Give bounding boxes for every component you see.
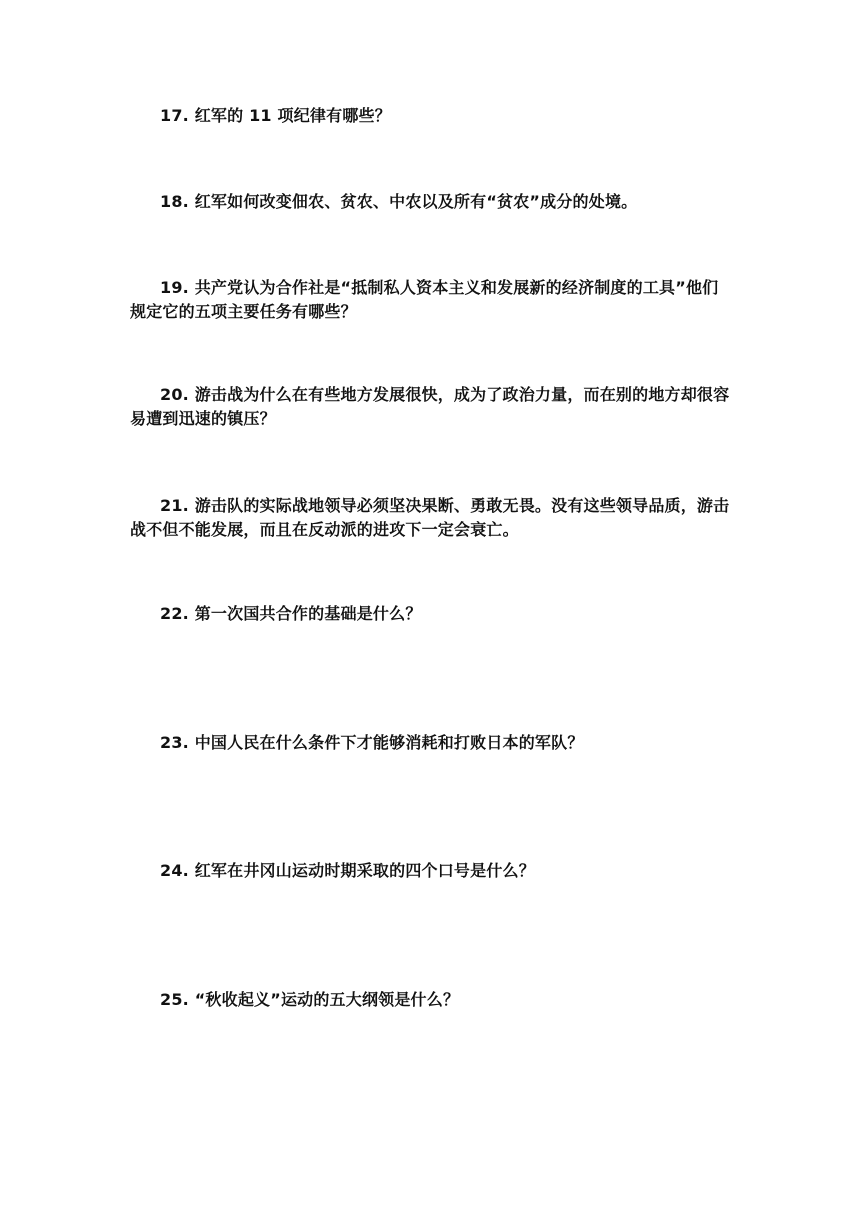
question-18: 18. 红军如何改变佃农、贫农、中农以及所有“贫农”成分的处境。 xyxy=(160,192,638,211)
question-22: 22. 第一次国共合作的基础是什么？ xyxy=(160,604,422,623)
question-20: 20. 游击战为什么在有些地方发展很快，成为了政治力量，而在别的地方却很容易遭到迅速的镇压？ xyxy=(130,385,730,428)
question-23: 23. 中国人民在什么条件下才能够消耗和打败日本的军队？ xyxy=(160,733,584,752)
question-24: 24. 红军在井冈山运动时期采取的四个口号是什么？ xyxy=(160,861,535,880)
question-17: 17. 红军的 11 项纪律有哪些？ xyxy=(160,106,391,125)
question-21: 21. 游击队的实际战地领导必须坚决果断、勇敢无畏。没有这些领导品质，游击战不但不能发展，而且在反动派的进攻下一定会衰亡。 xyxy=(130,496,730,539)
question-25: 25. “秋收起义”运动的五大纲领是什么？ xyxy=(160,990,460,1009)
question-19: 19. 共产党认为合作社是“抵制私人资本主义和发展新的经济制度的工具”他们规定它的五项主要任务有哪些？ xyxy=(130,278,719,321)
